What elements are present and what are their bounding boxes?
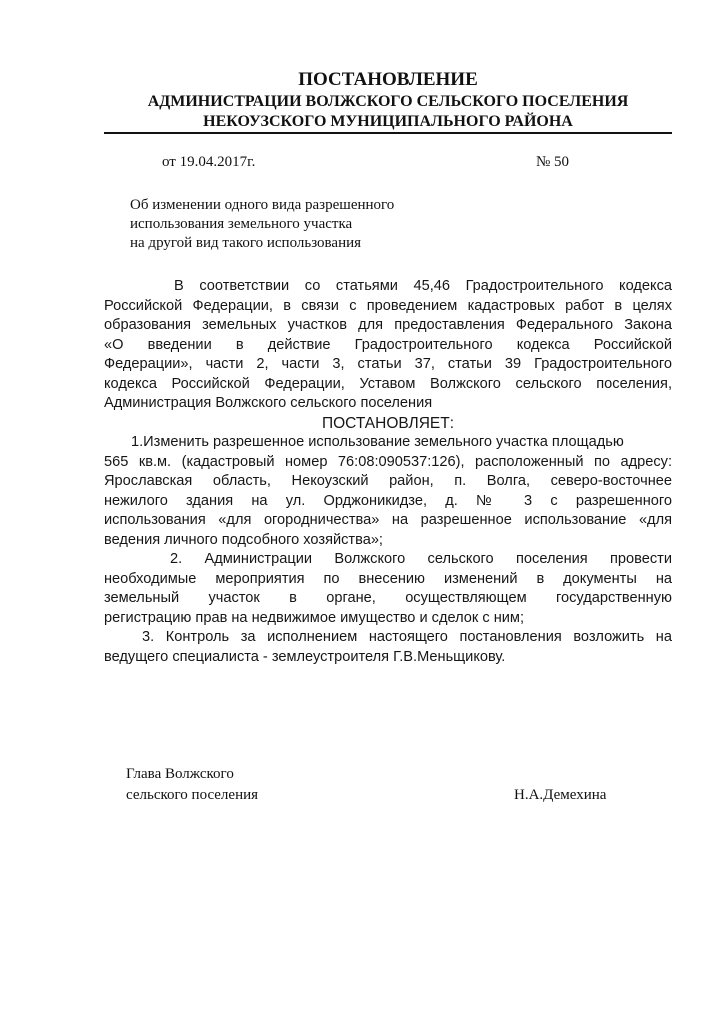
item2-line: необходимые мероприятия по внесению изменений в документы на xyxy=(104,570,672,587)
subject-line: на другой вид такого использования xyxy=(130,235,362,251)
document-date: от 19.04.2017г. xyxy=(162,154,256,170)
item3-line: 3. Контроль за исполнением настоящего постановления возложить на xyxy=(142,629,672,645)
document-subject xyxy=(130,196,394,253)
signatory-position xyxy=(126,764,258,806)
document-number: № 50 xyxy=(536,154,570,170)
item2-line: регистрацию прав на недвижимое имущество и сделок с ним; xyxy=(104,609,524,626)
item2-line: 2. Администрации Волжского сельского поселения провести xyxy=(170,551,672,567)
resolution-item-2 xyxy=(104,550,672,628)
signatory-position-line: Глава Волжского xyxy=(126,766,234,782)
preamble-line: В соответствии со статьями 45,46 Градостроительного кодекса xyxy=(174,278,672,294)
item1-line: нежилого здания на ул. Орджоникидзе, д. № 3 с разрешенного xyxy=(104,492,672,509)
preamble-line: Федерации», части 2, части 3, статьи 37, статьи 39 Градостроительного xyxy=(104,356,672,372)
issuing-authority: АДМИНИСТРАЦИИ ВОЛЖСКОГО СЕЛЬСКОГО ПОСЕЛЕНИЯ xyxy=(147,93,629,110)
subject-line: Об изменении одного вида разрешенного xyxy=(130,197,395,213)
preamble-line: образования земельных участков для предоставления Федерального Закона xyxy=(104,317,672,333)
preamble xyxy=(104,277,672,433)
resolves-heading: ПОСТАНОВЛЯЕТ: xyxy=(321,414,455,432)
preamble-line: кодекса Российской Федерации, Уставом Волжского сельского поселения, xyxy=(104,375,672,392)
issuing-district: НЕКОУЗСКОГО МУНИЦИПАЛЬНОГО РАЙОНА xyxy=(203,113,573,130)
subject-line: использования земельного участка xyxy=(130,216,353,232)
signatory-name: Н.А.Демехина xyxy=(514,787,607,803)
preamble-line: Российской Федерации, в связи с проведением кадастровых работ в целях xyxy=(104,297,672,314)
item1-line: 1.Изменить разрешенное использование земельного участка площадью xyxy=(131,434,624,450)
item1-line: 565 кв.м. (кадастровый номер 76:08:090537:126), расположенный по адресу: xyxy=(104,453,672,470)
resolution-item-1 xyxy=(104,433,672,550)
item1-line: использования «для огородничества» на разрешенное использование «для xyxy=(104,512,672,528)
item3-line: ведущего специалиста - землеустроителя Г.В.Меньщикову. xyxy=(104,648,506,665)
document-title: ПОСТАНОВЛЕНИЕ xyxy=(298,69,478,90)
header-divider xyxy=(104,132,672,134)
preamble-line: «О введении в действие Градостроительного кодекса Российской xyxy=(104,336,672,353)
resolution-item-3 xyxy=(104,628,672,667)
preamble-line: Администрация Волжского сельского поселения xyxy=(104,395,433,411)
item2-line: земельный участок в органе, осуществляющем государственную xyxy=(104,590,672,606)
item1-line: Ярославская область, Некоузский район, п. Волга, северо-восточнее xyxy=(104,473,672,489)
item1-line: ведения личного подсобного хозяйства»; xyxy=(104,531,383,548)
signatory-position-line: сельского поселения xyxy=(126,787,259,803)
